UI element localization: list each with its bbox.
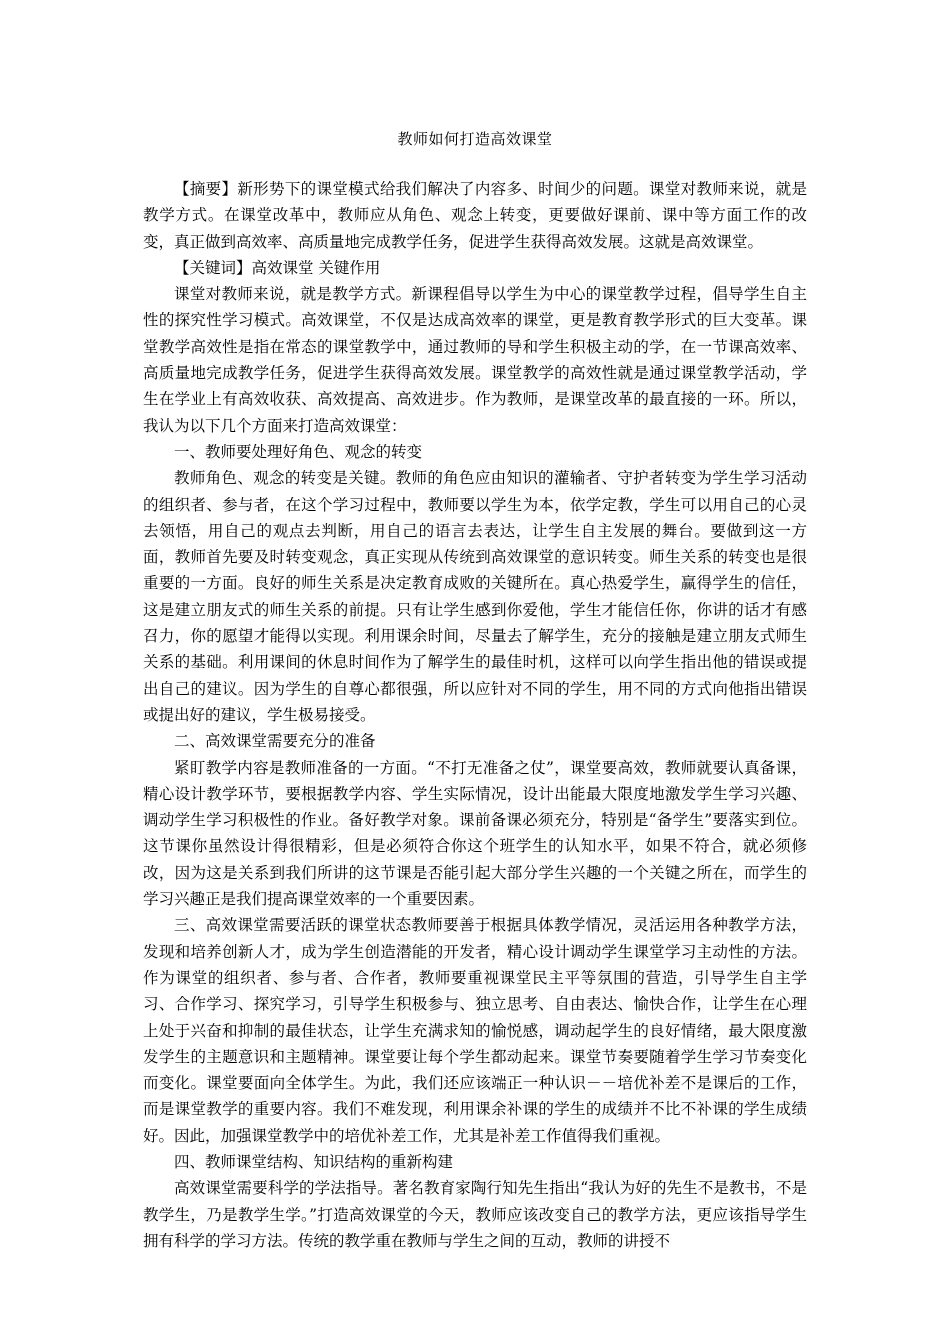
- body-paragraph: 高效课堂需要科学的学法指导。著名教育家陶行知先生指出“我认为好的先生不是教书，不是教学生，乃是教学生学。”打造高效课堂的今天，教师应该改变自己的教学方法，更应该指导学生拥有科学的学习方法。传统的教学重在教师与学生之间的互动，教师的讲授不: [143, 1179, 807, 1250]
- body-paragraph: 紧盯教学内容是教师准备的一方面。“不打无准备之仗”，课堂要高效，教师就要认真备课，精心设计教学环节，要根据教学内容、学生实际情况，设计出能最大限度地激发学生学习兴趣、调动学生学习积极性的作业。备好教学对象。课前备课必须充分，特别是“备学生”要落实到位。这节课你虽然设计得很精彩，但是必须符合你这个班学生的认知水平，如果不符合，就必须修改，因为这是关系到我们所讲的这节课是否能引起大部分学生兴趣的一个关键之所在，而学生的学习兴趣正是我们提高课堂效率的一个重要因素。: [143, 758, 807, 909]
- body-paragraph: 课堂对教师来说，就是教学方式。新课程倡导以学生为中心的课堂教学过程，倡导学生自主性的探究性学习模式。高效课堂，不仅是达成高效率的课堂，更是教育教学形式的巨大变革。课堂教学高效性是指在常态的课堂教学中，通过教师的导和学生积极主动的学，在一节课高效率、高质量地完成教学任务，促进学生获得高效发展。课堂教学的高效性就是通过课堂教学活动，学生在学业上有高效收获、高效提高、高效进步。作为教师，是课堂改革的最直接的一环。所以，我认为以下几个方面来打造高效课堂：: [143, 285, 807, 435]
- section-heading: 一、教师要处理好角色、观念的转变: [174, 442, 423, 461]
- body-paragraph: 教师角色、观念的转变是关键。教师的角色应由知识的灌输者、守护者转变为学生学习活动的组织者、参与者，在这个学习过程中，教师要以学生为本，依学定教，学生可以用自己的心灵去领悟，用自己的观点去判断，用自己的语言去表达，让学生自主发展的舞台。要做到这一方面，教师首先要及时转变观念，真正实现从传统到高效课堂的意识转变。师生关系的转变也是很重要的一方面。良好的师生关系是决定教育成败的关键所在。真心热爱学生，赢得学生的信任，这是建立朋友式的师生关系的前提。只有让学生感到你爱他，学生才能信任你，你讲的话才有感召力，你的愿望才能得以实现。利用课余时间，尽量去了解学生，充分的接触是建立朋友式师生关系的基础。利用课间的休息时间作为了解学生的最佳时机，这样可以向学生指出他的错误或提出自己的建议。因为学生的自尊心都很强，所以应针对不同的学生，用不同的方式向他指出错误或提出好的建议，学生极易接受。: [143, 469, 807, 724]
- body-paragraph: 三、高效课堂需要活跃的课堂状态教师要善于根据具体教学情况，灵活运用各种教学方法，发现和培养创新人才，成为学生创造潜能的开发者，精心设计调动学生课堂学习主动性的方法。作为课堂的组织者、参与者、合作者，教师要重视课堂民主平等氛围的营造，引导学生自主学习、合作学习、探究学习，引导学生积极参与、独立思考、自由表达、愉快合作，让学生在心理上处于兴奋和抑制的最佳状态，让学生充满求知的愉悦感，调动起学生的良好情绪，最大限度激发学生的主题意识和主题精神。课堂要让每个学生都动起来。课堂节奏要随着学生学习节奏变化而变化。课堂要面向全体学生。为此，我们还应该端正一种认识－－培优补差不是课后的工作，而是课堂教学的重要内容。我们不难发现，利用课余补课的学生的成绩并不比不补课的学生成绩好。因此，加强课堂教学中的培优补差工作，尤其是补差工作值得我们重视。: [143, 916, 807, 1145]
- section-heading: 二、高效课堂需要充分的准备: [174, 732, 376, 751]
- keywords-paragraph: 【关键词】高效课堂 关键作用: [174, 258, 381, 277]
- document-title: 教师如何打造高效课堂: [397, 130, 553, 148]
- document-body: [143, 176, 807, 1254]
- section-heading: 四、教师课堂结构、知识结构的重新构建: [174, 1152, 454, 1171]
- abstract-paragraph: 【摘要】新形势下的课堂模式给我们解决了内容多、时间少的问题。课堂对教师来说，就是教学方式。在课堂改革中，教师应从角色、观念上转变，更要做好课前、课中等方面工作的改变，真正做到高效率、高质量地完成教学任务，促进学生获得高效发展。这就是高效课堂。: [143, 180, 807, 251]
